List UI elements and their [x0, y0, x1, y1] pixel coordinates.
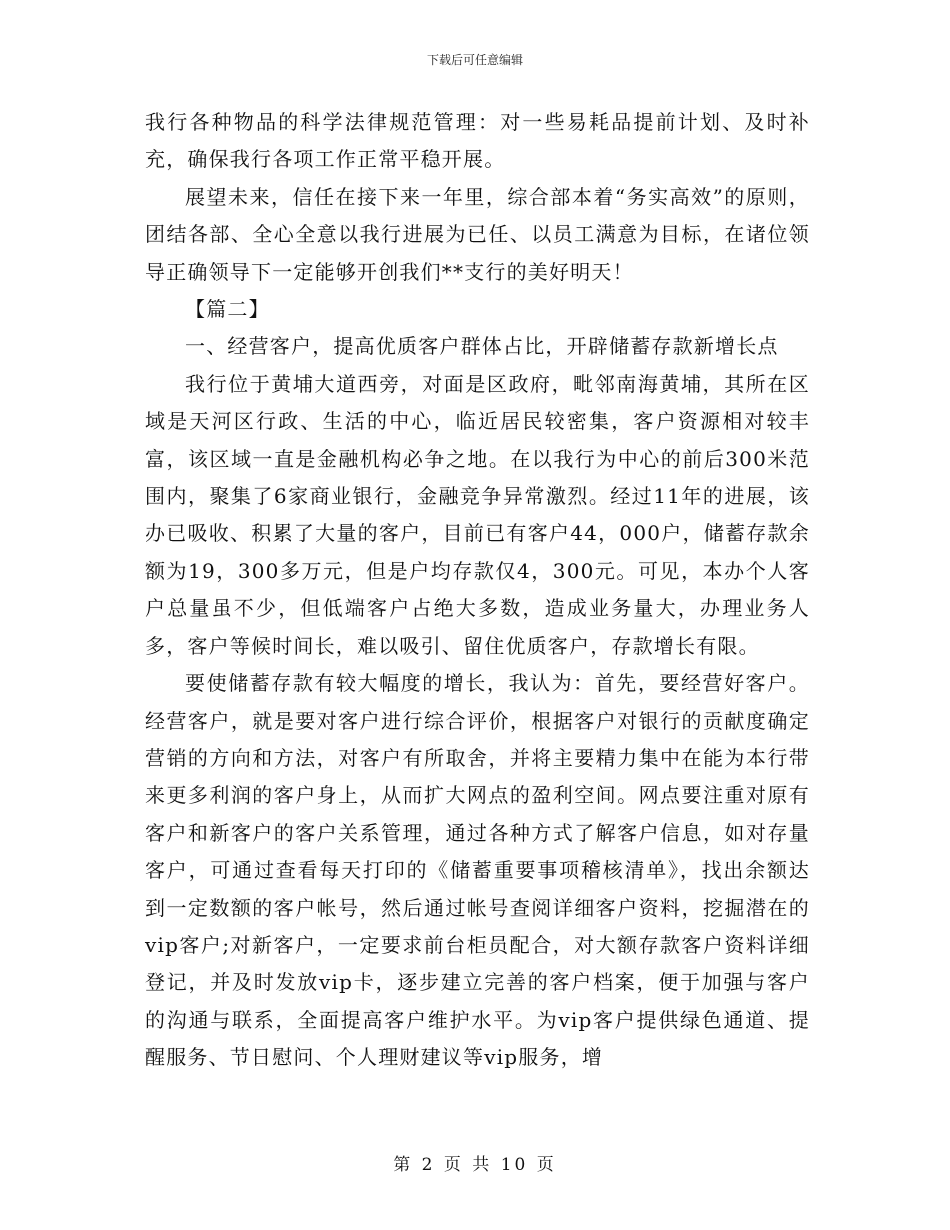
section-heading: 【篇二】 [185, 297, 270, 322]
paragraph-location: 我行位于黄埔大道西旁，对面是区政府，毗邻南海黄埔，其所在区域是天河区行政、生活的中心，临近居民较密集，客户资源相对较丰富，该区域一直是金融机构必争之地。在以我行为中心的前后300米范围内，聚集了6家商业银行，金融竞争异常激烈。经过11年的进展，该办已吸收、积累了大量的客户，目前已有客户44，000户，储蓄存款余额为19，300多万元，但是户均存款仅4，300元。可见，本办个人客户总量虽不少，但低端客户占绝大多数，造成业务量大，办理业务人多，客户等候时间长，难以吸引、留住优质客户，存款增长有限。 [145, 371, 810, 658]
subsection-heading: 一、经营客户，提高优质客户群体占比，开辟储蓄存款新增长点 [185, 334, 779, 359]
page-number: 第 2 页 共 10 页 [393, 1155, 557, 1175]
paragraph-outlook: 展望未来，信任在接下来一年里，综合部本着“务实高效”的原则，团结各部、全心全意以我行进展为已任、以员工满意为目标，在诸位领导正确领导下一定能够开创我们**支行的美好明天！ [145, 184, 810, 284]
page-header: 下载后可任意编辑 [426, 53, 523, 67]
paragraph-customer-management: 要使储蓄存款有较大幅度的增长，我认为：首先，要经营好客户。经营客户，就是要对客户进行综合评价，根据客户对银行的贡献度确定营销的方向和方法，对客户有所取舍，并将主要精力集中在能为本行带来更多利润的客户身上，从而扩大网点的盈利空间。网点要注重对原有客户和新客户的客户关系管理，通过各种方式了解客户信息，如对存量客户，可通过查看每天打印的《储蓄重要事项稽核清单》，找出余额达到一定数额的客户帐号，然后通过帐号查阅详细客户资料，挖掘潜在的vip客户;对新客户，一定要求前台柜员配合，对大额存款客户资料详细登记，并及时发放vip卡，逐步建立完善的客户档案，便于加强与客户的沟通与联系，全面提高客户维护水平。为vip客户提供绿色通道、提醒服务、节日慰问、个人理财建议等vip服务，增 [145, 671, 810, 1070]
document-body [145, 104, 810, 1077]
paragraph-continuation: 我行各种物品的科学法律规范管理：对一些易耗品提前计划、及时补充，确保我行各项工作正常平稳开展。 [145, 110, 810, 172]
